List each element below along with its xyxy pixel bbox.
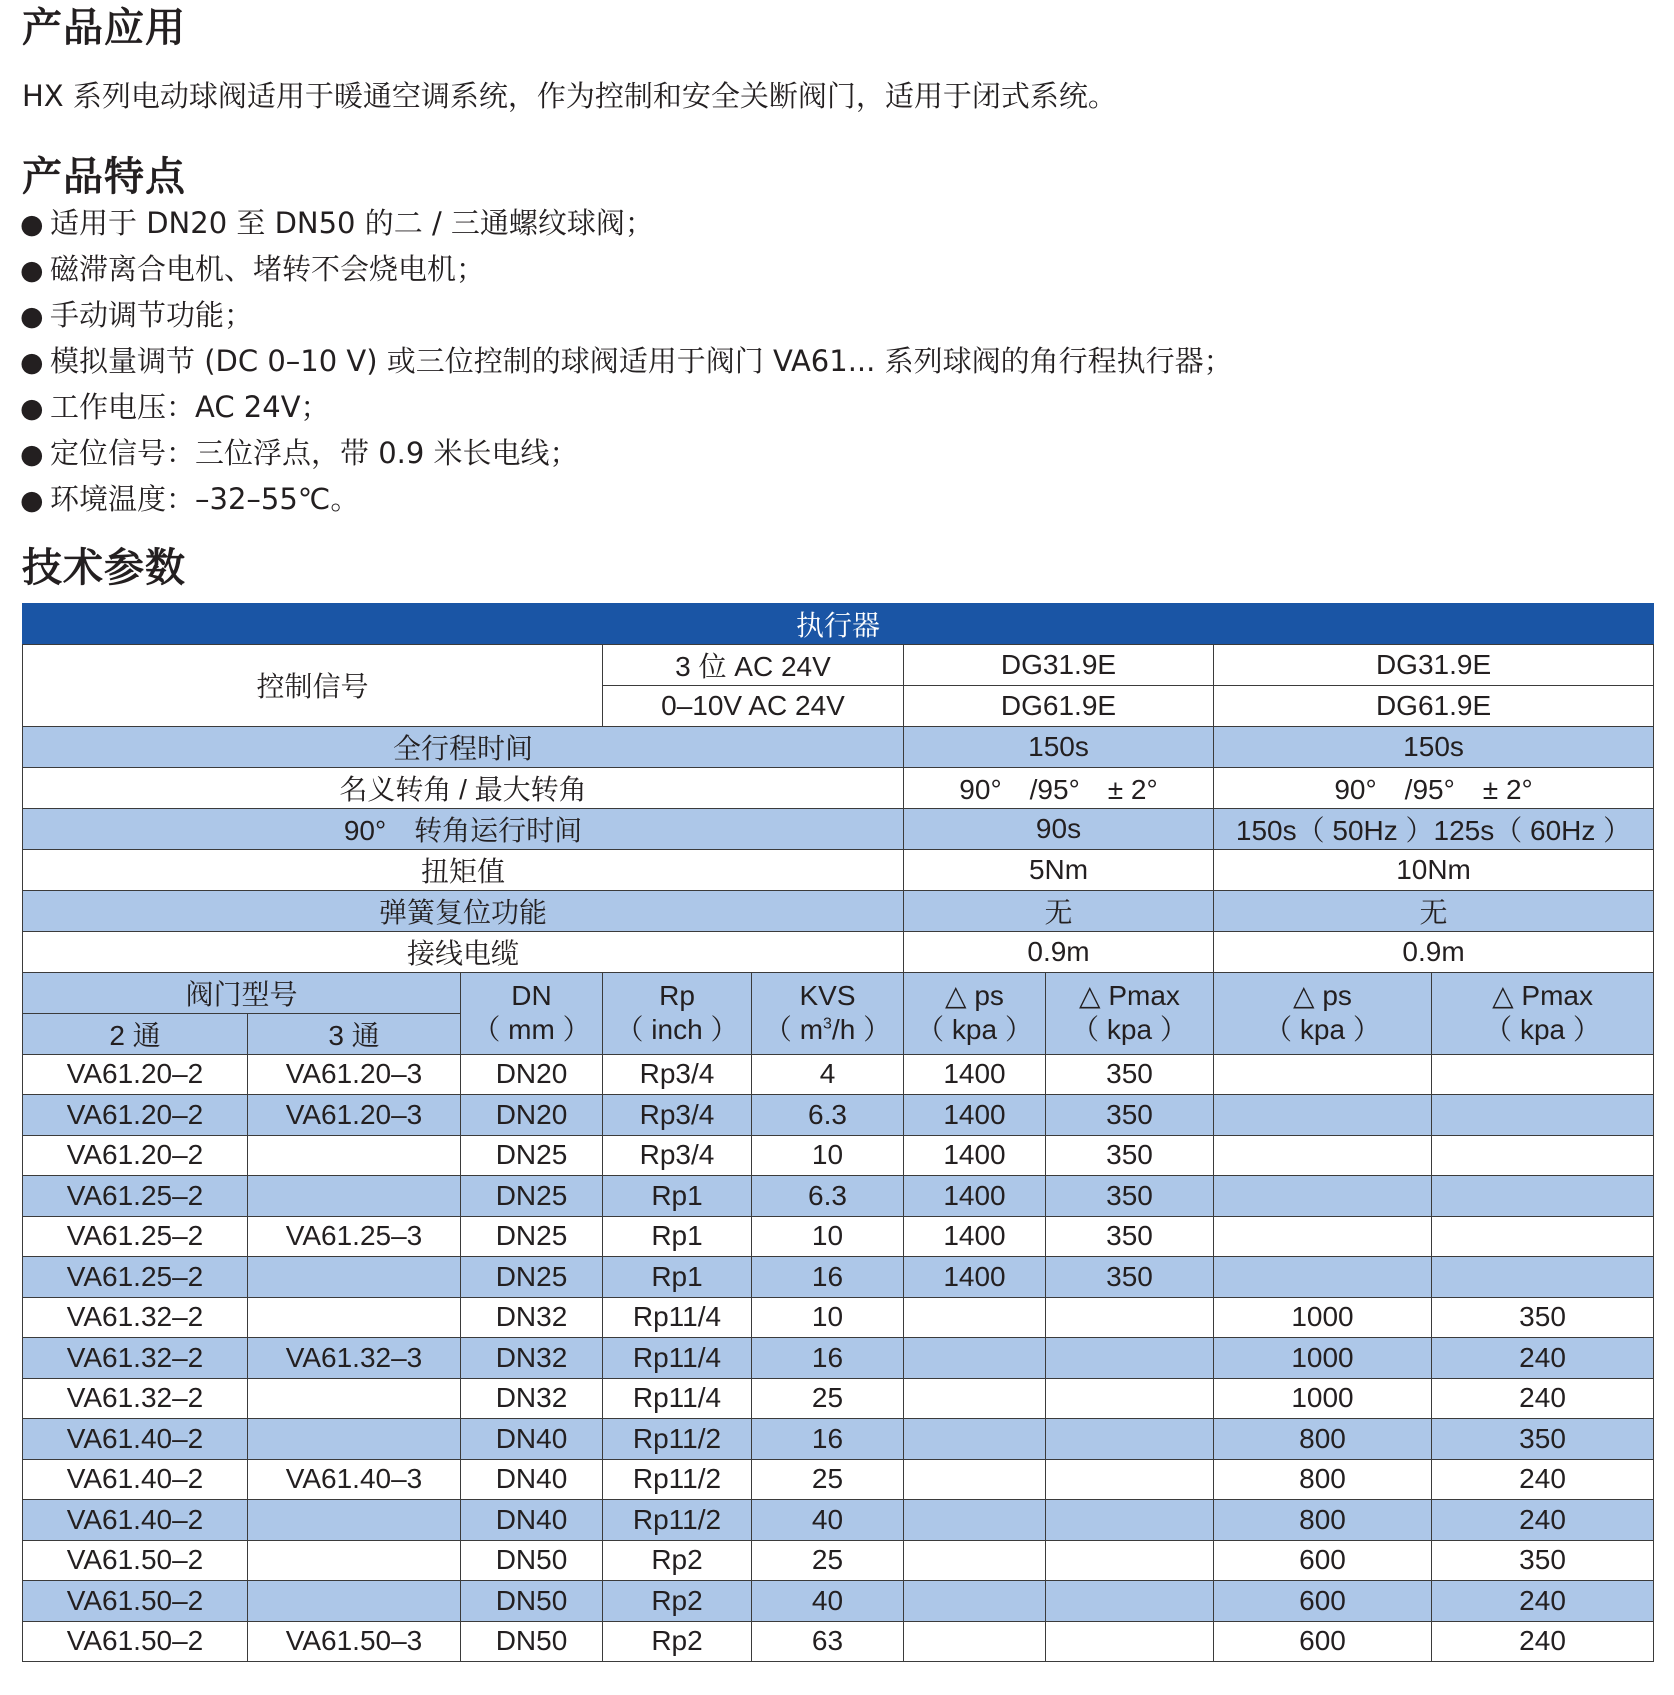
three-way-model: VA61.40–3 [248,1459,461,1500]
dps-a-header [904,972,1046,1054]
param-value-a: 90s [904,808,1214,849]
dps-a-value: 1400 [904,1054,1046,1095]
table-row [23,1176,1654,1217]
feature-item [20,430,1233,476]
pmax-b-value: 240 [1432,1500,1654,1541]
dps-a-value [904,1459,1046,1500]
dps-b-value [1214,1216,1432,1257]
three-way-model [248,1581,461,1622]
three-way-model [248,1500,461,1541]
param-row [23,890,1654,931]
pmax-a-value [1046,1500,1214,1541]
two-way-model: VA61.32–2 [23,1297,248,1338]
dps-b-header [1214,972,1432,1054]
actuator-model-a: DG31.9E [904,645,1214,686]
kvs-value: 16 [752,1338,904,1379]
three-way-model [248,1135,461,1176]
rp-value: Rp1 [603,1176,752,1217]
three-way-header: 3 通 [248,1013,461,1054]
specs-heading: 技术参数 [22,545,186,591]
kvs-value: 10 [752,1297,904,1338]
rp-value: Rp1 [603,1257,752,1298]
two-way-header: 2 通 [23,1013,248,1054]
dn-unit: （ mm ） [472,1014,591,1045]
param-label: 扭矩值 [23,849,904,890]
param-value-a: 5Nm [904,849,1214,890]
control-signal-type: 0–10V AC 24V [603,686,904,727]
feature-text: 磁滞离合电机、堵转不会烧电机； [50,252,486,286]
kvs-label: KVS [799,980,856,1011]
param-value-a: 90° /95° ± 2° [904,767,1214,808]
pmax-b-value: 350 [1432,1540,1654,1581]
rp-value: Rp11/2 [603,1459,752,1500]
valve-model-header: 阀门型号 [23,972,461,1013]
table-row [23,1581,1654,1622]
rp-value: Rp11/4 [603,1378,752,1419]
two-way-model: VA61.32–2 [23,1338,248,1379]
rp-label: Rp [659,980,695,1011]
kvs-value: 10 [752,1216,904,1257]
param-label: 弹簧复位功能 [23,890,904,931]
dps-b-value: 600 [1214,1581,1432,1622]
kvs-value: 63 [752,1621,904,1662]
dps-b-value: 600 [1214,1540,1432,1581]
features-list [20,200,1233,522]
param-value-a: 0.9m [904,931,1214,972]
pmax-b-value: 240 [1432,1621,1654,1662]
table-row [23,1257,1654,1298]
kvs-value: 40 [752,1500,904,1541]
pmax-b-value: 240 [1432,1581,1654,1622]
pmax-a-value: 350 [1046,1135,1214,1176]
param-value-b: 10Nm [1214,849,1654,890]
pmax-a-value: 350 [1046,1054,1214,1095]
table-row [23,1621,1654,1662]
two-way-model: VA61.40–2 [23,1459,248,1500]
dn-value: DN32 [461,1297,603,1338]
dps-a-unit: （ kpa ） [916,1014,1033,1045]
param-row [23,849,1654,890]
pmax-a-header [1046,972,1214,1054]
two-way-model: VA61.50–2 [23,1540,248,1581]
pmax-b-unit: （ kpa ） [1484,1014,1601,1045]
kvs-unit-part: （ m [763,1014,824,1045]
three-way-model [248,1257,461,1298]
two-way-model: VA61.20–2 [23,1054,248,1095]
pmax-b-value [1432,1095,1654,1136]
features-heading: 产品特点 [22,154,186,200]
dps-b-value: 1000 [1214,1338,1432,1379]
pmax-b-value [1432,1257,1654,1298]
param-value-b: 无 [1214,890,1654,931]
three-way-model: VA61.20–3 [248,1095,461,1136]
param-row [23,808,1654,849]
param-label: 全行程时间 [23,726,904,767]
table-row [23,1216,1654,1257]
two-way-model: VA61.40–2 [23,1500,248,1541]
rp-header [603,972,752,1054]
dn-label: DN [511,980,552,1011]
pmax-a-value [1046,1378,1214,1419]
kvs-value: 25 [752,1540,904,1581]
feature-text: 手动调节功能； [50,298,254,332]
kvs-value: 16 [752,1257,904,1298]
rp-value: Rp1 [603,1216,752,1257]
three-way-model: VA61.25–3 [248,1216,461,1257]
dps-b-unit: （ kpa ） [1264,1014,1381,1045]
bullet-icon: ● [20,485,44,516]
bullet-icon: ● [20,209,44,240]
two-way-model: VA61.20–2 [23,1095,248,1136]
actuator-header: 执行器 [23,604,1654,645]
two-way-model: VA61.32–2 [23,1378,248,1419]
bullet-icon: ● [20,255,44,286]
kvs-value: 25 [752,1459,904,1500]
pmax-b-value: 350 [1432,1419,1654,1460]
dps-a-value: 1400 [904,1176,1046,1217]
dps-b-value: 800 [1214,1500,1432,1541]
dn-header [461,972,603,1054]
two-way-model: VA61.25–2 [23,1216,248,1257]
rp-value: Rp11/4 [603,1297,752,1338]
two-way-model: VA61.50–2 [23,1581,248,1622]
bullet-icon: ● [20,393,44,424]
dps-a-value [904,1581,1046,1622]
param-value-b: 150s（ 50Hz ）125s（ 60Hz ） [1214,808,1654,849]
kvs-unit [752,1013,903,1047]
feature-item [20,246,1233,292]
three-way-model: VA61.20–3 [248,1054,461,1095]
dn-value: DN40 [461,1500,603,1541]
pmax-a-value [1046,1297,1214,1338]
three-way-model: VA61.50–3 [248,1621,461,1662]
rp-value: Rp11/4 [603,1338,752,1379]
dn-value: DN32 [461,1378,603,1419]
dps-a-value: 1400 [904,1257,1046,1298]
param-label: 接线电缆 [23,931,904,972]
dn-value: DN40 [461,1459,603,1500]
two-way-model: VA61.20–2 [23,1135,248,1176]
dps-a-value [904,1500,1046,1541]
dps-b-value [1214,1257,1432,1298]
table-row [23,1297,1654,1338]
feature-text: 模拟量调节 (DC 0–10 V) 或三位控制的球阀适用于阀门 VA61... 系列球阀的角行程执行器； [50,344,1233,378]
feature-text: 工作电压：AC 24V； [50,390,330,424]
param-row [23,931,1654,972]
pmax-a-value: 350 [1046,1176,1214,1217]
column-header-row [23,972,1654,1013]
feature-text: 适用于 DN20 至 DN50 的二 / 三通螺纹球阀； [50,206,654,240]
dn-value: DN25 [461,1135,603,1176]
rp-value: Rp11/2 [603,1419,752,1460]
pmax-b-value: 240 [1432,1338,1654,1379]
feature-item [20,476,1233,522]
kvs-value: 25 [752,1378,904,1419]
table-row [23,1500,1654,1541]
feature-item [20,292,1233,338]
pmax-a-value [1046,1338,1214,1379]
rp-value: Rp2 [603,1540,752,1581]
pmax-a-value [1046,1459,1214,1500]
table-row [23,1459,1654,1500]
param-row [23,767,1654,808]
dn-value: DN40 [461,1419,603,1460]
feature-item [20,200,1233,246]
kvs-value: 6.3 [752,1095,904,1136]
rp-value: Rp11/2 [603,1500,752,1541]
rp-value: Rp3/4 [603,1095,752,1136]
pmax-a-value: 350 [1046,1095,1214,1136]
kvs-unit-part: 3 [823,1015,832,1033]
dn-value: DN25 [461,1257,603,1298]
dps-a-label: △ ps [945,980,1004,1011]
three-way-model [248,1419,461,1460]
param-label: 名义转角 / 最大转角 [23,767,904,808]
dps-a-value [904,1297,1046,1338]
dps-a-value: 1400 [904,1095,1046,1136]
dps-b-value [1214,1054,1432,1095]
dps-a-value [904,1338,1046,1379]
rp-value: Rp3/4 [603,1054,752,1095]
kvs-value: 16 [752,1419,904,1460]
table-row [23,1378,1654,1419]
dn-value: DN50 [461,1621,603,1662]
two-way-model: VA61.50–2 [23,1621,248,1662]
kvs-value: 4 [752,1054,904,1095]
feature-item [20,384,1233,430]
feature-item [20,338,1233,384]
dps-b-label: △ ps [1293,980,1352,1011]
dn-value: DN25 [461,1216,603,1257]
dn-value: DN25 [461,1176,603,1217]
pmax-b-header [1432,972,1654,1054]
three-way-model [248,1297,461,1338]
kvs-header [752,972,904,1054]
rp-value: Rp3/4 [603,1135,752,1176]
actuator-header-row [23,604,1654,645]
dps-a-value: 1400 [904,1216,1046,1257]
control-signal-row [23,645,1654,686]
dps-b-value [1214,1135,1432,1176]
feature-text: 环境温度：–32–55℃。 [50,482,360,516]
dps-a-value [904,1621,1046,1662]
dps-b-value: 800 [1214,1419,1432,1460]
pmax-a-value [1046,1581,1214,1622]
kvs-value: 6.3 [752,1176,904,1217]
kvs-unit-part: /h ） [831,1014,892,1045]
table-row [23,1338,1654,1379]
table-row [23,1095,1654,1136]
param-value-a: 无 [904,890,1214,931]
two-way-model: VA61.40–2 [23,1419,248,1460]
rp-unit: （ inch ） [615,1014,739,1045]
param-row [23,726,1654,767]
application-text: HX 系列电动球阀适用于暖通空调系统，作为控制和安全关断阀门，适用于闭式系统。 [22,79,1117,113]
spec-table [22,603,1654,1662]
three-way-model [248,1540,461,1581]
dps-b-value: 1000 [1214,1297,1432,1338]
pmax-a-label: △ Pmax [1079,980,1180,1011]
param-label: 90° 转角运行时间 [23,808,904,849]
three-way-model: VA61.32–3 [248,1338,461,1379]
dps-b-value: 1000 [1214,1378,1432,1419]
dn-value: DN20 [461,1095,603,1136]
pmax-b-label: △ Pmax [1492,980,1593,1011]
pmax-a-value: 350 [1046,1257,1214,1298]
three-way-model [248,1378,461,1419]
param-value-a: 150s [904,726,1214,767]
bullet-icon: ● [20,347,44,378]
rp-value: Rp2 [603,1621,752,1662]
table-row [23,1419,1654,1460]
dps-b-value [1214,1095,1432,1136]
pmax-b-value: 240 [1432,1378,1654,1419]
table-row [23,1135,1654,1176]
pmax-b-value: 240 [1432,1459,1654,1500]
dn-value: DN20 [461,1054,603,1095]
dps-b-value: 800 [1214,1459,1432,1500]
dps-b-value: 600 [1214,1621,1432,1662]
control-signal-type: 3 位 AC 24V [603,645,904,686]
pmax-b-value [1432,1216,1654,1257]
dps-a-value [904,1540,1046,1581]
pmax-b-value [1432,1176,1654,1217]
table-row [23,1054,1654,1095]
two-way-model: VA61.25–2 [23,1257,248,1298]
bullet-icon: ● [20,439,44,470]
pmax-b-value [1432,1054,1654,1095]
actuator-model-b: DG31.9E [1214,645,1654,686]
pmax-a-unit: （ kpa ） [1071,1014,1188,1045]
kvs-value: 10 [752,1135,904,1176]
application-heading: 产品应用 [22,5,186,51]
param-value-b: 0.9m [1214,931,1654,972]
dn-value: DN50 [461,1581,603,1622]
dps-b-value [1214,1176,1432,1217]
kvs-value: 40 [752,1581,904,1622]
dn-value: DN32 [461,1338,603,1379]
table-row [23,1540,1654,1581]
pmax-b-value: 350 [1432,1297,1654,1338]
dps-a-value [904,1378,1046,1419]
dn-value: DN50 [461,1540,603,1581]
pmax-a-value: 350 [1046,1216,1214,1257]
rp-value: Rp2 [603,1581,752,1622]
dps-a-value: 1400 [904,1135,1046,1176]
bullet-icon: ● [20,301,44,332]
pmax-a-value [1046,1621,1214,1662]
param-value-b: 150s [1214,726,1654,767]
dps-a-value [904,1419,1046,1460]
pmax-a-value [1046,1419,1214,1460]
pmax-b-value [1432,1135,1654,1176]
param-value-b: 90° /95° ± 2° [1214,767,1654,808]
feature-text: 定位信号：三位浮点，带 0.9 米长电线； [50,436,579,470]
actuator-model-b: DG61.9E [1214,686,1654,727]
three-way-model [248,1176,461,1217]
control-signal-label: 控制信号 [23,645,603,727]
actuator-model-a: DG61.9E [904,686,1214,727]
two-way-model: VA61.25–2 [23,1176,248,1217]
pmax-a-value [1046,1540,1214,1581]
